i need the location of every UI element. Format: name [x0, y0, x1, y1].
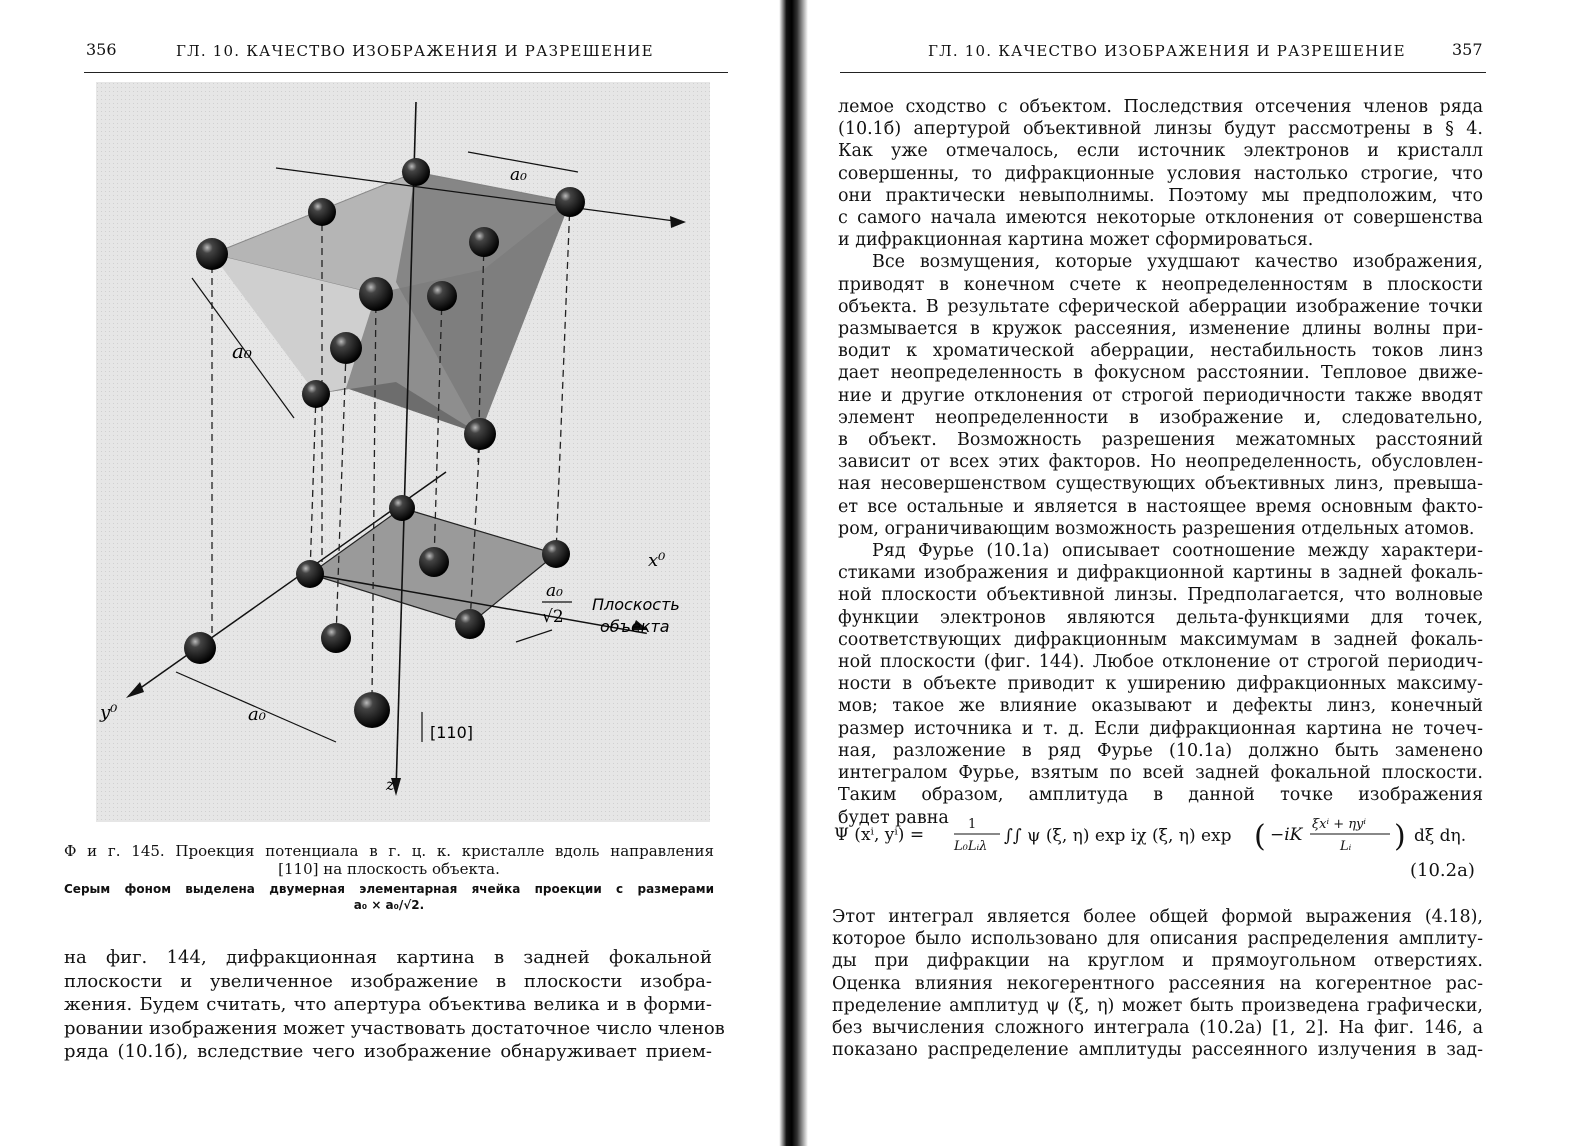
text-line: ная несовершенством существующих объективных линз, превыша- — [838, 474, 1483, 495]
atom — [427, 281, 457, 311]
text-line: ной плоскости (фиг. 144). Любое отклонение от строгой периодич- — [838, 652, 1483, 673]
text-line: с самого начала имеются некоторые отклонения от совершенства — [838, 208, 1483, 229]
text-line: ние и другие отклонения от строгой периодичности также вводят — [838, 385, 1483, 406]
text-line: объекта. В результате сферической аберрации изображение точки — [838, 296, 1483, 317]
text-line: Оценка влияния некогерентного рассеяния на когерентное рас- — [832, 973, 1483, 994]
right-body-text-1 — [838, 96, 1483, 829]
right-body-text-2 — [832, 906, 1483, 1061]
text-line: плоскости и увеличенное изображение в плоскости изобра- — [64, 970, 712, 992]
eq-exp-num: ξxⁱ + ηyⁱ — [1312, 817, 1367, 832]
text-line: лемое сходство с объектом. Последствия отсечения членов ряда — [838, 97, 1483, 117]
fcc-lattice-diagram — [96, 82, 710, 822]
atom — [464, 418, 496, 450]
left-page — [0, 0, 770, 1146]
text-line: пределение амплитуд ψ (ξ, η) может быть произведена графически, — [832, 995, 1483, 1016]
text-line: (10.1б) апертурой объективной линзы будут рассмотрены в § 4. — [838, 119, 1483, 140]
atom — [389, 495, 415, 521]
caption-sub-line-1: Серым фоном выделена двумерная элементарная ячейка проекции с размерами — [64, 882, 714, 896]
text-line: ряда (10.1б), вследствие чего изображение обнаруживает прием- — [64, 1041, 712, 1062]
eq-frac-den: L₀Lᵢλ — [954, 839, 988, 854]
text-line: ровании изображения может участвовать достаточное число членов — [64, 1017, 725, 1039]
eq-integrand: ∫∫ ψ (ξ, η) exp iχ (ξ, η) exp — [1004, 826, 1232, 846]
eq-frac-num: 1 — [968, 817, 977, 832]
text-line: мов; такое же влияние оказывают и дефекты линз, конечный — [838, 696, 1483, 717]
eq-tail: dξ dη. — [1414, 826, 1467, 846]
text-line: ром, ограничивающим возможность разрешения отдельных атомов. — [838, 518, 1475, 539]
atom — [542, 540, 570, 568]
eq-exp-prefix: −iK — [1270, 825, 1303, 845]
atom — [455, 609, 485, 639]
label-y-axis: y⁰ — [100, 702, 118, 723]
text-line: ная, разложение в ряд Фурье (10.1а) должно быть заменено — [838, 740, 1483, 761]
text-line: на фиг. 144, дифракционная картина в задней фокальной — [64, 947, 712, 968]
text-line: Таким образом, амплитуда в данной точке изображения — [838, 785, 1483, 806]
equation-graphic — [834, 812, 1482, 862]
atom — [308, 198, 336, 226]
label-x-axis: x⁰ — [648, 550, 666, 571]
caption-line-2: [110] на плоскость объекта. — [278, 860, 500, 878]
label-a0-left: a₀ — [232, 339, 252, 363]
text-line: Ряд Фурье (10.1а) описывает соотношение между характери- — [872, 541, 1483, 562]
text-line: Все возмущения, которые ухудшают качество изображения, — [872, 252, 1483, 273]
text-line: Как уже отмечалось, если источник электронов и кристалл — [838, 141, 1483, 162]
text-line: будет равна — [838, 807, 949, 828]
text-line: функции электронов являются дельта-функциями для точек, — [838, 607, 1483, 628]
text-line: стиками изображения и дифракционной картины в задней фокаль- — [838, 563, 1483, 584]
text-line: ды при дифракции на круглом и прямоугольном отверстиях. — [832, 951, 1483, 972]
running-head-left: ГЛ. 10. КАЧЕСТВО ИЗОБРАЖЕНИЯ И РАЗРЕШЕНИЕ — [176, 42, 654, 60]
running-head-right: ГЛ. 10. КАЧЕСТВО ИЗОБРАЖЕНИЯ И РАЗРЕШЕНИЕ — [928, 42, 1406, 60]
label-a0-top: a₀ — [510, 165, 527, 185]
equation-10-2a — [834, 812, 1482, 862]
atom — [321, 623, 351, 653]
text-line: показано распределение амплитуды рассеянного излучения в зад- — [832, 1040, 1483, 1061]
atom — [296, 560, 324, 588]
text-line: которое было использовано для описания распределения амплиту- — [832, 929, 1483, 950]
text-line: без вычисления сложного интеграла (10.2а) [1, 2]. На фиг. 146, а — [832, 1018, 1483, 1039]
label-object-plane-2: объекта — [600, 617, 670, 636]
text-line: размывается в кружок рассеяния, изменение длины волны при- — [838, 319, 1483, 340]
text-line: элемент неопределенности в изображение и, следовательно, — [838, 407, 1483, 428]
label-object-plane-1: Плоскость — [592, 595, 680, 614]
text-line: приводят в конечном счете к неопределенностям в плоскости — [838, 274, 1483, 295]
text-line: соответствующих дифракционным максимумам в задней фокаль- — [838, 629, 1483, 650]
atom — [302, 380, 330, 408]
text-line: водит к хроматической аберрации, нестабильность токов линз — [838, 341, 1483, 362]
text-line: интегралом Фурье, взятым по всей задней фокальной плоскости. — [838, 763, 1483, 784]
header-rule-right — [840, 72, 1486, 73]
atom — [419, 547, 449, 577]
label-z-axis: z — [386, 775, 395, 794]
text-line: ет все остальные и является в настоящее время основным факто- — [838, 496, 1483, 517]
text-line: ной плоскости объективной линзы. Предполагается, что волновые — [838, 585, 1483, 606]
label-cell-numerator: a₀ — [546, 581, 563, 601]
header-rule-left — [84, 72, 728, 73]
text-line: совершенны, то дифракционные условия настолько строгие, что — [838, 163, 1483, 184]
caption-line-1: Ф и г. 145. Проекция потенциала в г. ц. к. кристалле вдоль направления — [64, 842, 714, 860]
text-line: и дифракционная картина может сформироваться. — [838, 230, 1314, 251]
text-line: размер источника и т. д. Если дифракционная картина не точеч- — [838, 718, 1483, 739]
text-line: они практически невыполнимы. Поэтому мы предположим, что — [838, 185, 1483, 206]
text-line: жения. Будем считать, что апертура объектива велика и в форми- — [64, 994, 712, 1015]
eq-lhs: Ψ (xⁱ, yⁱ) = — [834, 825, 925, 845]
text-line: ности в объекте приводит к уширению дифракционных максиму- — [838, 674, 1483, 695]
atom — [555, 187, 585, 217]
page-number-right: 357 — [1452, 40, 1483, 59]
label-a0-bottom: a₀ — [248, 704, 266, 725]
text-line: в объект. Возможность разрешения межатомных расстояний — [838, 430, 1483, 451]
atom — [469, 227, 499, 257]
caption-subtext — [64, 881, 714, 913]
left-body-text — [64, 946, 725, 1064]
atom — [359, 277, 393, 311]
text-line: зависит от всех этих факторов. Но неопределенность, обусловлен- — [838, 452, 1483, 473]
label-cell-denominator: √2 — [542, 607, 564, 627]
eq-paren-close: ) — [1394, 819, 1406, 854]
atom — [330, 332, 362, 364]
figure-caption — [64, 842, 714, 913]
atom — [184, 632, 216, 664]
crystal-projection-figure — [96, 82, 710, 822]
atom — [402, 158, 430, 186]
text-line: дает неопределенность в фокусном расстоянии. Тепловое движе- — [838, 363, 1483, 384]
text-line: Этот интеграл является более общей формой выражения (4.18), — [832, 907, 1483, 927]
eq-exp-den: Lᵢ — [1340, 839, 1352, 854]
atom — [196, 238, 228, 270]
equation-number: (10.2а) — [1410, 860, 1475, 881]
page-number-left: 356 — [86, 40, 117, 59]
atom — [354, 692, 390, 728]
caption-sub-line-2: a₀ × a₀/√2. — [353, 898, 425, 912]
label-direction-110: [110] — [430, 723, 474, 742]
eq-paren-open: ( — [1254, 819, 1266, 854]
